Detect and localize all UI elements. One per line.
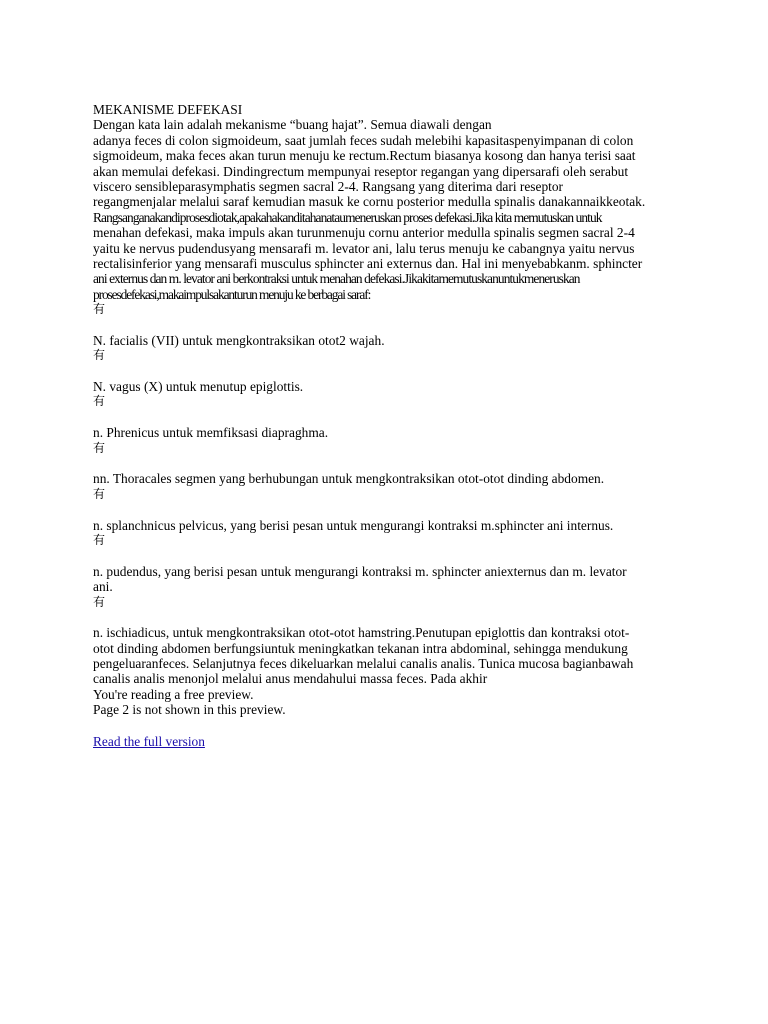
final-paragraph-line: canalis analis menonjol melalui anus mendahului massa feces. Pada akhir <box>93 671 488 687</box>
nerve-item: nn. Thoracales segmen yang berhubungan untuk mengkontraksikan otot-otot dinding abdomen. <box>93 471 605 487</box>
intro-line: prosesdefekasi,makaimpulsakanturun menuju ke berbagai saraf: <box>93 286 371 302</box>
spacer <box>93 317 683 332</box>
spacer <box>93 718 683 734</box>
spacer <box>93 456 683 471</box>
final-paragraph-line: pengeluaranfeces. Selanjutnya feces dikeluarkan melalui canalis analis. Tunica mucosa bagianbawah <box>93 656 634 672</box>
bullet-glyph: 有 <box>93 348 106 363</box>
spacer <box>93 610 683 625</box>
intro-line: adanya feces di colon sigmoideum, saat jumlah feces sudah melebihi kapasitaspenyimpanan di colon <box>93 132 634 148</box>
intro-line: Rangsanganakandiprosesdiotak,apakahakanditahanataumeneruskan proses defekasi.Jika kita memutuskan untuk <box>93 209 602 225</box>
intro-line: sigmoideum, maka feces akan turun menuju ke rectum.Rectum biasanya kosong dan hanya terisi saat <box>93 148 636 164</box>
bullet-glyph: 有 <box>93 440 106 455</box>
intro-line: regangmenjalar melalui saraf kemudian masuk ke cornu posterior medulla spinalis danakannaikkeotak. <box>93 194 646 210</box>
intro-line: Dengan kata lain adalah mekanisme “buang hajat”. Semua diawali dengan <box>93 117 492 133</box>
nerve-item: N. facialis (VII) untuk mengkontraksikan otot2 wajah. <box>93 332 385 348</box>
bullet-glyph: 有 <box>93 594 106 609</box>
bullet-glyph: 有 <box>93 486 106 501</box>
intro-line: ani externus dan m. levator ani berkontraksi untuk menahan defekasi.Jikakitamemutuskanuntukmeneruskan <box>93 271 580 287</box>
intro-line: rectalisinferior yang mensarafi musculus sphincter ani externus dan. Hal ini menyebabkanm. sphincter <box>93 255 643 271</box>
spacer <box>93 502 683 517</box>
nerve-item: n. splanchnicus pelvicus, yang berisi pesan untuk mengurangi kontraksi m.sphincter ani internus. <box>93 517 614 533</box>
intro-line: yaitu ke nervus pudendusyang mensarafi m. levator ani, lalu terus menuju ke cabangnya yaitu nervus <box>93 240 635 256</box>
spacer <box>93 364 683 379</box>
preview-page-notice: Page 2 is not shown in this preview. <box>93 702 286 718</box>
bullet-glyph: 有 <box>93 532 106 547</box>
document-page <box>93 102 683 749</box>
bullet-glyph: 有 <box>93 302 106 317</box>
nerve-item: n. pudendus, yang berisi pesan untuk mengurangi kontraksi m. sphincter aniexternus dan m. levator <box>93 563 627 579</box>
nerve-item: N. vagus (X) untuk menutup epiglottis. <box>93 379 304 395</box>
document-title: MEKANISME DEFEKASI <box>93 102 243 117</box>
intro-line: viscero sensibleparasymphatis segmen sacral 2-4. Rangsang yang diterima dari reseptor <box>93 178 564 194</box>
spacer <box>93 548 683 563</box>
final-paragraph-line: otot dinding abdomen berfungsiuntuk meningkatkan tekanan intra abdominal, sehingga mendukung <box>93 640 628 656</box>
nerve-item: ani. <box>93 579 113 595</box>
read-full-version-link[interactable]: Read the full version <box>93 733 205 749</box>
final-paragraph-line: n. ischiadicus, untuk mengkontraksikan otot-otot hamstring.Penutupan epiglottis dan kontraksi otot- <box>93 625 630 641</box>
spacer <box>93 410 683 425</box>
intro-line: akan memulai defekasi. Dindingrectum mempunyai reseptor regangan yang dipersarafi oleh serabut <box>93 163 629 179</box>
preview-notice: You're reading a free preview. <box>93 686 254 702</box>
intro-line: menahan defekasi, maka impuls akan turunmenuju cornu anterior medulla spinalis segmen sacral 2-4 <box>93 225 635 241</box>
bullet-glyph: 有 <box>93 394 106 409</box>
nerve-item: n. Phrenicus untuk memfiksasi diapraghma. <box>93 425 329 441</box>
